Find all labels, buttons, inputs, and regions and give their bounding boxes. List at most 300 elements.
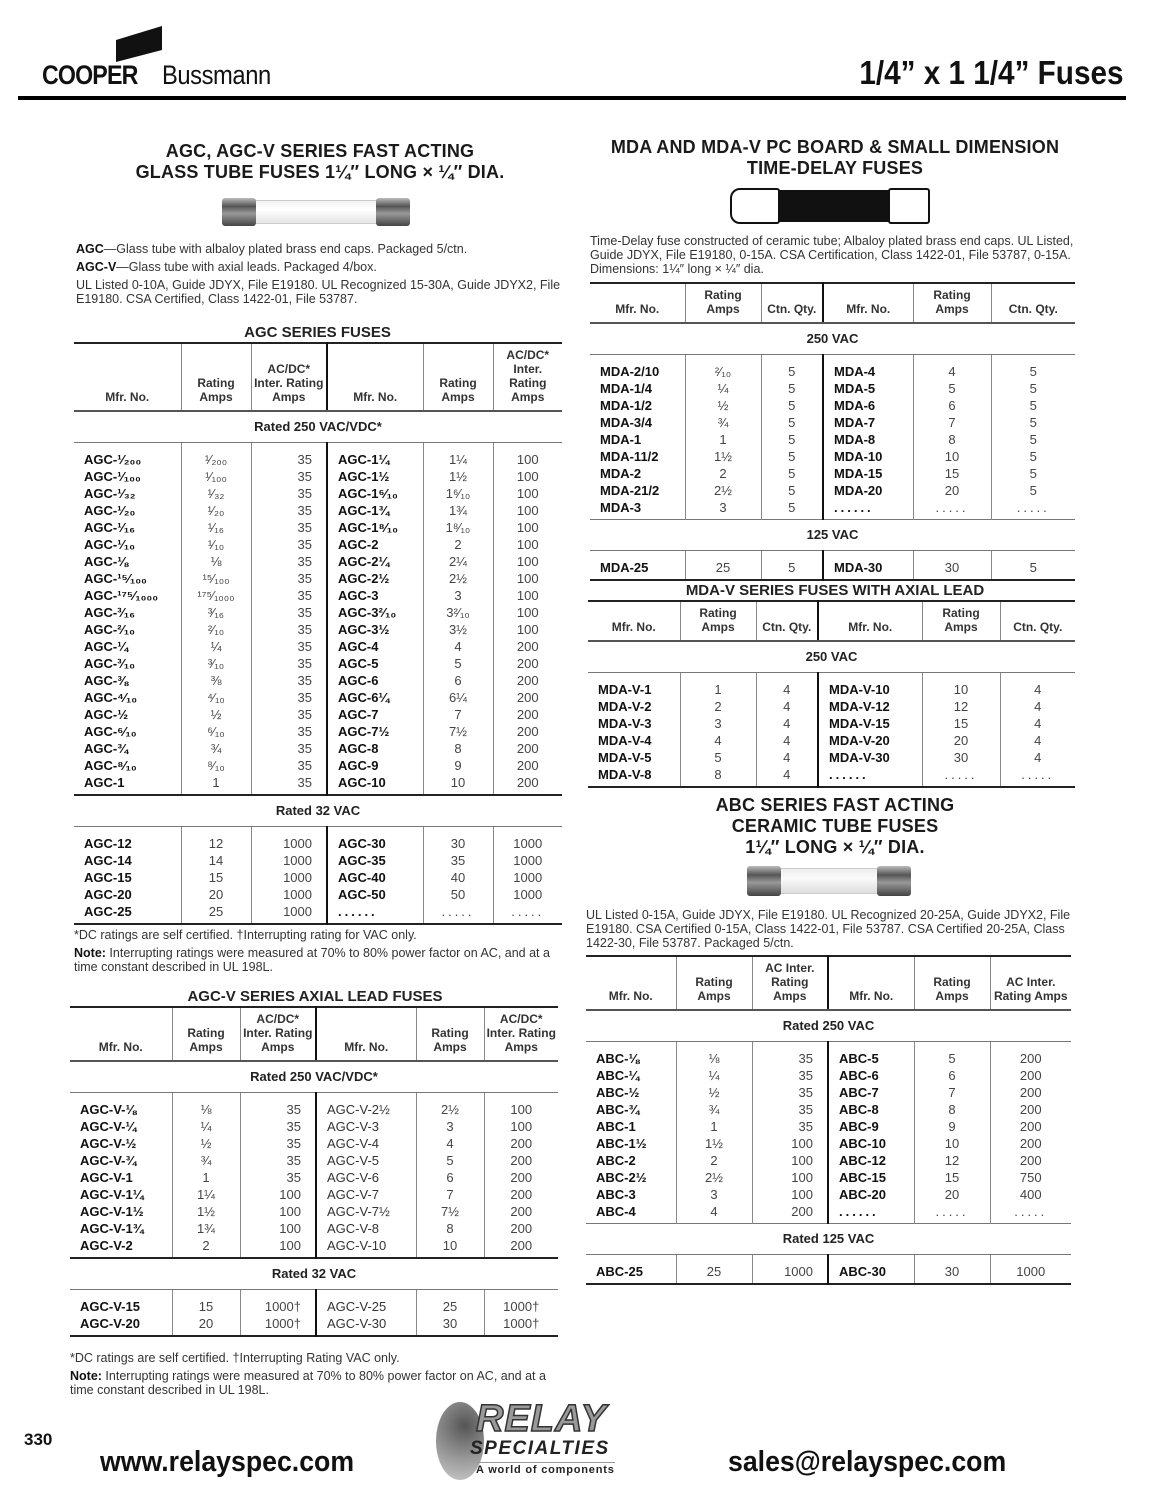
column-header: AC/DC* Inter. Rating Amps bbox=[493, 343, 562, 411]
table-row bbox=[74, 869, 562, 886]
carton-qty-cell: ..... bbox=[1000, 766, 1075, 787]
mfr-number-cell: MDA-10 bbox=[823, 448, 913, 465]
mfr-number-cell: AGC-1 bbox=[84, 775, 125, 790]
mfr-number-cell: MDA-V-8 bbox=[598, 767, 652, 782]
rating-amps-cell: ⅛ bbox=[676, 1042, 752, 1068]
mfr-number-cell: ABC-12 bbox=[828, 1152, 914, 1169]
carton-qty-cell: 4 bbox=[756, 749, 818, 766]
rating-amps-cell: 15 bbox=[913, 465, 991, 482]
inter-rating-cell: 100 bbox=[752, 1169, 828, 1186]
table-row bbox=[590, 431, 1075, 448]
table-row bbox=[74, 706, 562, 723]
inter-rating-cell: 1000 bbox=[493, 852, 562, 869]
rating-amps-cell: 4 bbox=[423, 638, 493, 655]
inter-rating-cell: 35 bbox=[251, 502, 327, 519]
rating-amps-cell: 1¾ bbox=[423, 502, 493, 519]
mfr-number-cell: MDA-V-5 bbox=[598, 750, 652, 765]
inter-rating-cell: 35 bbox=[251, 723, 327, 740]
inter-rating-cell: 200 bbox=[990, 1084, 1071, 1101]
inter-rating-cell: 35 bbox=[752, 1084, 828, 1101]
carton-qty-cell: 5 bbox=[761, 431, 823, 448]
mfr-number-cell: ...... bbox=[327, 903, 423, 924]
table-row bbox=[590, 448, 1075, 465]
column-header: Rating Amps bbox=[172, 1007, 240, 1061]
table-row bbox=[70, 1290, 558, 1316]
inter-rating-cell: 200 bbox=[484, 1237, 558, 1258]
rating-amps-cell: 12 bbox=[181, 827, 251, 853]
table-row bbox=[74, 774, 562, 795]
mfr-number-cell: AGC-35 bbox=[327, 852, 423, 869]
mfr-number-cell: ABC-25 bbox=[596, 1264, 643, 1279]
rating-amps-cell: 5 bbox=[913, 380, 991, 397]
inter-rating-cell: 1000 bbox=[251, 886, 327, 903]
rating-amps-cell: 25 bbox=[181, 903, 251, 924]
mfr-number-cell: MDA-1 bbox=[600, 432, 642, 447]
rating-amps-cell: 15 bbox=[181, 869, 251, 886]
column-header: Rating Amps bbox=[685, 283, 761, 323]
rating-amps-cell: 5 bbox=[416, 1152, 484, 1169]
rating-amps-cell: 2½ bbox=[423, 570, 493, 587]
mda-title-line2: TIME-DELAY FUSES bbox=[746, 158, 924, 178]
mfr-number-cell: ABC-2 bbox=[596, 1153, 636, 1168]
inter-rating-cell: 35 bbox=[752, 1067, 828, 1084]
inter-rating-cell: 100 bbox=[240, 1186, 316, 1203]
column-header: AC/DC* Inter. Rating Amps bbox=[484, 1007, 558, 1061]
rating-amps-cell: 9 bbox=[423, 757, 493, 774]
rating-amps-cell: ¹⁄₁₀₀ bbox=[181, 468, 251, 485]
rating-amps-cell: ..... bbox=[913, 499, 991, 520]
rating-amps-cell: 20 bbox=[913, 482, 991, 499]
mda-section-title bbox=[585, 137, 1085, 179]
agc-description bbox=[76, 242, 566, 306]
carton-qty-cell: 5 bbox=[991, 551, 1075, 581]
table-row bbox=[70, 1118, 558, 1135]
mda-ceramic-fuse-image bbox=[730, 188, 930, 224]
table-row bbox=[74, 723, 562, 740]
mfr-number-cell: AGC-²⁄₁₀ bbox=[84, 622, 135, 637]
rating-amps-cell: 14 bbox=[181, 852, 251, 869]
mfr-number-cell: AGC-V-1½ bbox=[80, 1204, 144, 1219]
rating-amps-cell: ..... bbox=[922, 766, 1000, 787]
table-row bbox=[70, 1169, 558, 1186]
logo-word-relay: RELAY bbox=[476, 1398, 607, 1440]
carton-qty-cell: 4 bbox=[756, 766, 818, 787]
mfr-number-cell: MDA-V-20 bbox=[818, 732, 922, 749]
inter-rating-cell: 200 bbox=[990, 1042, 1071, 1068]
mda-description: Time-Delay fuse constructed of ceramic tube; Albaloy plated brass end caps. UL Listed, Guide JDYX, File E19180, 0-15A. CSA Certification, Class 1422-01, File 53787, 0-15A. Dimensions: 1¼″ long × ¼″ dia. bbox=[590, 234, 1074, 276]
carton-qty-cell: 5 bbox=[991, 482, 1075, 499]
rating-amps-cell: ¼ bbox=[685, 380, 761, 397]
table-row bbox=[74, 740, 562, 757]
mfr-number-cell: MDA-1/4 bbox=[600, 381, 653, 396]
rating-amps-cell: 25 bbox=[676, 1255, 752, 1285]
abc-ceramic-fuse-image bbox=[747, 866, 911, 896]
rating-amps-cell: 10 bbox=[914, 1135, 990, 1152]
mfr-number-cell: AGC-¹⁄₁₀₀ bbox=[84, 469, 141, 484]
inter-rating-cell: 200 bbox=[493, 689, 562, 706]
rating-amps-cell: ¼ bbox=[172, 1118, 240, 1135]
rating-amps-cell: ¹⁄₂₀ bbox=[181, 502, 251, 519]
rating-amps-cell: 2 bbox=[680, 698, 756, 715]
table-row bbox=[590, 414, 1075, 431]
table-row bbox=[74, 485, 562, 502]
agcv-footnotes bbox=[70, 1351, 565, 1397]
mfr-number-cell: AGC-2 bbox=[327, 536, 423, 553]
rating-amps-cell: 30 bbox=[416, 1315, 484, 1336]
carton-qty-cell: 5 bbox=[991, 355, 1075, 381]
rating-amps-cell: 1¼ bbox=[172, 1186, 240, 1203]
inter-rating-cell: 1000 bbox=[251, 852, 327, 869]
mfr-number-cell: MDA-30 bbox=[823, 551, 913, 581]
rating-amps-cell: ²⁄₁₀ bbox=[685, 355, 761, 381]
column-header: AC/DC* Inter. Rating Amps bbox=[240, 1007, 316, 1061]
agcv-note: Note: Interrupting ratings were measured at 70% to 80% power factor on AC, and at a time constant described in UL 198L. bbox=[70, 1369, 546, 1397]
abc-title-line3: 1¼″ LONG × ¼″ DIA. bbox=[745, 837, 925, 857]
page-number: 330 bbox=[24, 1430, 53, 1449]
rating-amps-cell: ¹⁄₃₂ bbox=[181, 485, 251, 502]
inter-rating-cell: 35 bbox=[251, 553, 327, 570]
table-row bbox=[70, 1220, 558, 1237]
carton-qty-cell: 5 bbox=[761, 499, 823, 520]
rating-amps-cell: ¹⁄₁₆ bbox=[181, 519, 251, 536]
inter-rating-cell: 200 bbox=[752, 1203, 828, 1224]
table-header-row bbox=[74, 343, 562, 411]
inter-rating-cell: 100 bbox=[752, 1135, 828, 1152]
agc-footnote: *DC ratings are self certified. †Interrupting rating for VAC only. bbox=[74, 928, 417, 942]
mfr-number-cell: AGC-V-4 bbox=[316, 1135, 416, 1152]
table-header-row bbox=[70, 1007, 558, 1061]
mfr-number-cell: AGC-V-5 bbox=[316, 1152, 416, 1169]
table-row bbox=[590, 482, 1075, 499]
table-row bbox=[70, 1186, 558, 1203]
inter-rating-cell: 35 bbox=[240, 1093, 316, 1119]
table-row bbox=[588, 732, 1075, 749]
agc-footnotes bbox=[74, 928, 566, 974]
mfr-number-cell: AGC-¾ bbox=[84, 741, 129, 756]
rating-amps-cell: 30 bbox=[922, 749, 1000, 766]
carton-qty-cell: 5 bbox=[761, 465, 823, 482]
column-header: Mfr. No. bbox=[588, 601, 680, 641]
carton-qty-cell: 5 bbox=[761, 482, 823, 499]
carton-qty-cell: 5 bbox=[761, 380, 823, 397]
agcv-series-table bbox=[70, 1006, 558, 1337]
mfr-number-cell: AGC-50 bbox=[327, 886, 423, 903]
carton-qty-cell: 4 bbox=[1000, 673, 1075, 699]
mfr-number-cell: AGC-¹⁵⁄₁₀₀ bbox=[84, 571, 147, 586]
table-row bbox=[74, 468, 562, 485]
table-row bbox=[590, 355, 1075, 381]
inter-rating-cell: 400 bbox=[990, 1186, 1071, 1203]
rating-amps-cell: 10 bbox=[423, 774, 493, 795]
rating-amps-cell: 12 bbox=[914, 1152, 990, 1169]
rating-amps-cell: ⁸⁄₁₀ bbox=[181, 757, 251, 774]
relay-specialties-logo bbox=[436, 1400, 681, 1482]
inter-rating-cell: 200 bbox=[493, 672, 562, 689]
inter-rating-cell: 1000† bbox=[484, 1315, 558, 1336]
mfr-number-cell: AGC-1⁶⁄₁₀ bbox=[327, 485, 423, 502]
column-header: AC Inter. Rating Amps bbox=[990, 956, 1071, 1010]
mda-series-table bbox=[590, 282, 1075, 581]
table-row bbox=[586, 1255, 1071, 1285]
voltage-band-label: Rated 125 VAC bbox=[586, 1224, 1071, 1255]
mfr-number-cell: AGC-V-20 bbox=[80, 1316, 140, 1331]
rating-amps-cell: ⅜ bbox=[181, 672, 251, 689]
inter-rating-cell: 100 bbox=[493, 502, 562, 519]
mfr-number-cell: MDA-5 bbox=[823, 380, 913, 397]
page-title: 1/4” x 1 1/4” Fuses bbox=[859, 54, 1124, 91]
mfr-number-cell: AGC-V-15 bbox=[80, 1299, 140, 1314]
mfr-number-cell: AGC-½ bbox=[84, 707, 129, 722]
rating-amps-cell: ³⁄₁₀ bbox=[181, 655, 251, 672]
inter-rating-cell: 1000 bbox=[752, 1255, 828, 1285]
carton-qty-cell: 5 bbox=[991, 414, 1075, 431]
rating-amps-cell: 1 bbox=[181, 774, 251, 795]
mfr-number-cell: AGC-12 bbox=[84, 836, 132, 851]
column-header: Mfr. No. bbox=[74, 343, 181, 411]
rating-amps-cell: 5 bbox=[423, 655, 493, 672]
mfr-number-cell: ABC-15 bbox=[828, 1169, 914, 1186]
carton-qty-cell: 4 bbox=[756, 715, 818, 732]
rating-amps-cell: ¾ bbox=[172, 1152, 240, 1169]
mfr-number-cell: AGC-V-2½ bbox=[316, 1093, 416, 1119]
website-link[interactable]: www.relayspec.com bbox=[100, 1446, 355, 1478]
inter-rating-cell: 100 bbox=[493, 443, 562, 469]
rating-amps-cell: 1½ bbox=[423, 468, 493, 485]
rating-amps-cell: ½ bbox=[685, 397, 761, 414]
mfr-number-cell: ABC-9 bbox=[828, 1118, 914, 1135]
carton-qty-cell: 5 bbox=[761, 414, 823, 431]
mfr-number-cell: MDA-2 bbox=[600, 466, 642, 481]
column-header: Ctn. Qty. bbox=[761, 283, 823, 323]
rating-amps-cell: ⁶⁄₁₀ bbox=[181, 723, 251, 740]
brand-light: Bussmann bbox=[162, 60, 271, 90]
voltage-band-label: Rated 32 VAC bbox=[74, 795, 562, 827]
table-row bbox=[590, 397, 1075, 414]
table-row bbox=[70, 1203, 558, 1220]
inter-rating-cell: 35 bbox=[251, 655, 327, 672]
mfr-number-cell: AGC-9 bbox=[327, 757, 423, 774]
mfr-number-cell: AGC-¹⁄₁₆ bbox=[84, 520, 135, 535]
mfr-number-cell: AGC-V-1¼ bbox=[80, 1187, 144, 1202]
inter-rating-cell: 35 bbox=[752, 1101, 828, 1118]
email-link[interactable]: sales@relayspec.com bbox=[728, 1446, 1007, 1478]
mfr-number-cell: MDA-25 bbox=[600, 560, 649, 575]
mfr-number-cell: AGC-V-8 bbox=[316, 1220, 416, 1237]
mfr-number-cell: ABC-⅛ bbox=[596, 1051, 640, 1066]
inter-rating-cell: 35 bbox=[752, 1042, 828, 1068]
carton-qty-cell: 5 bbox=[991, 448, 1075, 465]
mfr-number-cell: AGC-V-10 bbox=[316, 1237, 416, 1258]
carton-qty-cell: 5 bbox=[761, 397, 823, 414]
mfr-number-cell: AGC-14 bbox=[84, 853, 132, 868]
table-row bbox=[588, 698, 1075, 715]
abc-section-title bbox=[585, 795, 1085, 858]
table-row bbox=[588, 766, 1075, 787]
table-row bbox=[74, 672, 562, 689]
rating-amps-cell: 5 bbox=[680, 749, 756, 766]
mfr-number-cell: MDA-21/2 bbox=[600, 483, 660, 498]
table-row bbox=[74, 587, 562, 604]
mfr-number-cell: MDA-V-3 bbox=[598, 716, 652, 731]
column-header: Rating Amps bbox=[913, 283, 991, 323]
inter-rating-cell: 200 bbox=[484, 1186, 558, 1203]
rating-amps-cell: 6 bbox=[416, 1169, 484, 1186]
inter-rating-cell: 35 bbox=[251, 774, 327, 795]
rating-amps-cell: ..... bbox=[423, 903, 493, 924]
inter-rating-cell: 100 bbox=[493, 553, 562, 570]
mfr-number-cell: ABC-4 bbox=[596, 1204, 636, 1219]
rating-amps-cell: ¹⁷⁵⁄₁₀₀₀ bbox=[181, 587, 251, 604]
mfr-number-cell: AGC-¼ bbox=[84, 639, 129, 654]
abc-description: UL Listed 0-15A, Guide JDYX, File E19180. UL Recognized 20-25A, Guide JDYX2, File E19180. CSA Certified 0-15A, Class 1422-01, File 53787. CSA Certified 20-25A, Class 1422-30, File 53787. Packaged 5/ctn. bbox=[586, 908, 1071, 950]
rating-amps-cell: 1 bbox=[685, 431, 761, 448]
mfr-number-cell: ABC-¼ bbox=[596, 1068, 640, 1083]
rating-amps-cell: ⅛ bbox=[172, 1093, 240, 1119]
inter-rating-cell: 35 bbox=[251, 587, 327, 604]
carton-qty-cell: 4 bbox=[1000, 698, 1075, 715]
inter-rating-cell: 100 bbox=[752, 1152, 828, 1169]
inter-rating-cell: ..... bbox=[493, 903, 562, 924]
table-row bbox=[586, 1152, 1071, 1169]
carton-qty-cell: 5 bbox=[761, 551, 823, 581]
table-row bbox=[588, 715, 1075, 732]
rating-amps-cell: 9 bbox=[914, 1118, 990, 1135]
table-row bbox=[74, 443, 562, 469]
rating-amps-cell: 7½ bbox=[423, 723, 493, 740]
rating-amps-cell: 20 bbox=[181, 886, 251, 903]
table-row bbox=[588, 673, 1075, 699]
table-row bbox=[70, 1152, 558, 1169]
rating-amps-cell: 1½ bbox=[676, 1135, 752, 1152]
rating-amps-cell: 1 bbox=[676, 1118, 752, 1135]
rating-amps-cell: 4 bbox=[680, 732, 756, 749]
rating-amps-cell: 50 bbox=[423, 886, 493, 903]
inter-rating-cell: 35 bbox=[251, 485, 327, 502]
mfr-number-cell: AGC-V-¼ bbox=[80, 1119, 137, 1134]
mfr-number-cell: AGC-3½ bbox=[327, 621, 423, 638]
rating-amps-cell: 3½ bbox=[423, 621, 493, 638]
voltage-band-label: Rated 32 VAC bbox=[70, 1258, 558, 1290]
inter-rating-cell: 1000 bbox=[493, 869, 562, 886]
mfr-number-cell: MDA-2/10 bbox=[600, 364, 660, 379]
rating-amps-cell: 6 bbox=[914, 1067, 990, 1084]
mfr-number-cell: AGC-6 bbox=[327, 672, 423, 689]
rating-amps-cell: 1½ bbox=[685, 448, 761, 465]
inter-rating-cell: 100 bbox=[493, 604, 562, 621]
rating-amps-cell: 7 bbox=[423, 706, 493, 723]
table-row bbox=[586, 1084, 1071, 1101]
rating-amps-cell: ¹⁵⁄₁₀₀ bbox=[181, 570, 251, 587]
mfr-number-cell: AGC-³⁄₁₆ bbox=[84, 605, 135, 620]
mfr-number-cell: AGC-25 bbox=[84, 904, 132, 919]
rating-amps-cell: 1 bbox=[680, 673, 756, 699]
mfr-number-cell: AGC-1⁸⁄₁₀ bbox=[327, 519, 423, 536]
mfr-number-cell: ABC-20 bbox=[828, 1186, 914, 1203]
inter-rating-cell: 35 bbox=[240, 1152, 316, 1169]
mfr-number-cell: MDA-V-12 bbox=[818, 698, 922, 715]
column-header: Rating Amps bbox=[922, 601, 1000, 641]
inter-rating-cell: 35 bbox=[240, 1135, 316, 1152]
table-row bbox=[590, 551, 1075, 581]
table-row bbox=[74, 553, 562, 570]
column-header: Rating Amps bbox=[914, 956, 990, 1010]
rating-amps-cell: 10 bbox=[416, 1237, 484, 1258]
mfr-number-cell: AGC-¹⁷⁵⁄₁₀₀₀ bbox=[84, 588, 159, 603]
rating-amps-cell: ¾ bbox=[676, 1101, 752, 1118]
inter-rating-cell: 35 bbox=[251, 757, 327, 774]
inter-rating-cell: 100 bbox=[493, 519, 562, 536]
rating-amps-cell: ³⁄₁₆ bbox=[181, 604, 251, 621]
inter-rating-cell: 100 bbox=[493, 536, 562, 553]
mfr-number-cell: AGC-V-½ bbox=[80, 1136, 137, 1151]
mfr-number-cell: AGC-⁶⁄₁₀ bbox=[84, 724, 137, 739]
inter-rating-cell: ..... bbox=[990, 1203, 1071, 1224]
column-header: Mfr. No. bbox=[327, 343, 423, 411]
mda-title-line1: MDA AND MDA-V PC BOARD & SMALL DIMENSION bbox=[610, 137, 1060, 157]
rating-amps-cell: 2 bbox=[685, 465, 761, 482]
inter-rating-cell: 35 bbox=[251, 604, 327, 621]
rating-amps-cell: 20 bbox=[172, 1315, 240, 1336]
inter-rating-cell: 200 bbox=[990, 1067, 1071, 1084]
carton-qty-cell: 4 bbox=[1000, 749, 1075, 766]
inter-rating-cell: 35 bbox=[240, 1118, 316, 1135]
column-header: Mfr. No. bbox=[823, 283, 913, 323]
carton-qty-cell: 5 bbox=[761, 448, 823, 465]
inter-rating-cell: 1000 bbox=[251, 869, 327, 886]
agc-note: Note: Interrupting ratings were measured at 70% to 80% power factor on AC, and at a time constant described in UL 198L. bbox=[74, 946, 550, 974]
table-row bbox=[586, 1135, 1071, 1152]
inter-rating-cell: 100 bbox=[493, 587, 562, 604]
rating-amps-cell: ½ bbox=[172, 1135, 240, 1152]
table-row bbox=[70, 1237, 558, 1258]
agc-title-line1: AGC, AGC-V SERIES FAST ACTING bbox=[165, 141, 475, 161]
inter-rating-cell: 35 bbox=[251, 621, 327, 638]
rating-amps-cell: 25 bbox=[685, 551, 761, 581]
rating-amps-cell: 1 bbox=[172, 1169, 240, 1186]
table-row bbox=[588, 749, 1075, 766]
rating-amps-cell: 3²⁄₁₀ bbox=[423, 604, 493, 621]
table-row bbox=[586, 1186, 1071, 1203]
mfr-number-cell: MDA-1/2 bbox=[600, 398, 653, 413]
table-row bbox=[74, 638, 562, 655]
inter-rating-cell: 1000 bbox=[990, 1255, 1071, 1285]
column-header: Ctn. Qty. bbox=[991, 283, 1075, 323]
table-row bbox=[590, 380, 1075, 397]
column-header: Ctn. Qty. bbox=[1000, 601, 1075, 641]
mfr-number-cell: AGC-V-7½ bbox=[316, 1203, 416, 1220]
inter-rating-cell: 100 bbox=[240, 1220, 316, 1237]
header-divider bbox=[18, 96, 1126, 100]
rating-amps-cell: 40 bbox=[423, 869, 493, 886]
table-row bbox=[74, 502, 562, 519]
mfr-number-cell: ABC-¾ bbox=[596, 1102, 640, 1117]
rating-amps-cell: 8 bbox=[913, 431, 991, 448]
carton-qty-cell: 4 bbox=[1000, 732, 1075, 749]
mfr-number-cell: ABC-½ bbox=[596, 1085, 640, 1100]
rating-amps-cell: 15 bbox=[922, 715, 1000, 732]
voltage-band-label: 125 VAC bbox=[590, 520, 1075, 551]
inter-rating-cell: 35 bbox=[251, 740, 327, 757]
inter-rating-cell: 1000 bbox=[251, 903, 327, 924]
mfr-number-cell: MDA-6 bbox=[823, 397, 913, 414]
abc-title-line1: ABC SERIES FAST ACTING bbox=[715, 795, 955, 815]
mfr-number-cell: ABC-7 bbox=[828, 1084, 914, 1101]
column-header: Ctn. Qty. bbox=[756, 601, 818, 641]
mfr-number-cell: AGC-¹⁄₂₀ bbox=[84, 503, 136, 518]
agcv-footnote: *DC ratings are self certified. †Interrupting Rating VAC only. bbox=[70, 1351, 400, 1365]
column-header: Mfr. No. bbox=[828, 956, 914, 1010]
carton-qty-cell: 4 bbox=[756, 673, 818, 699]
